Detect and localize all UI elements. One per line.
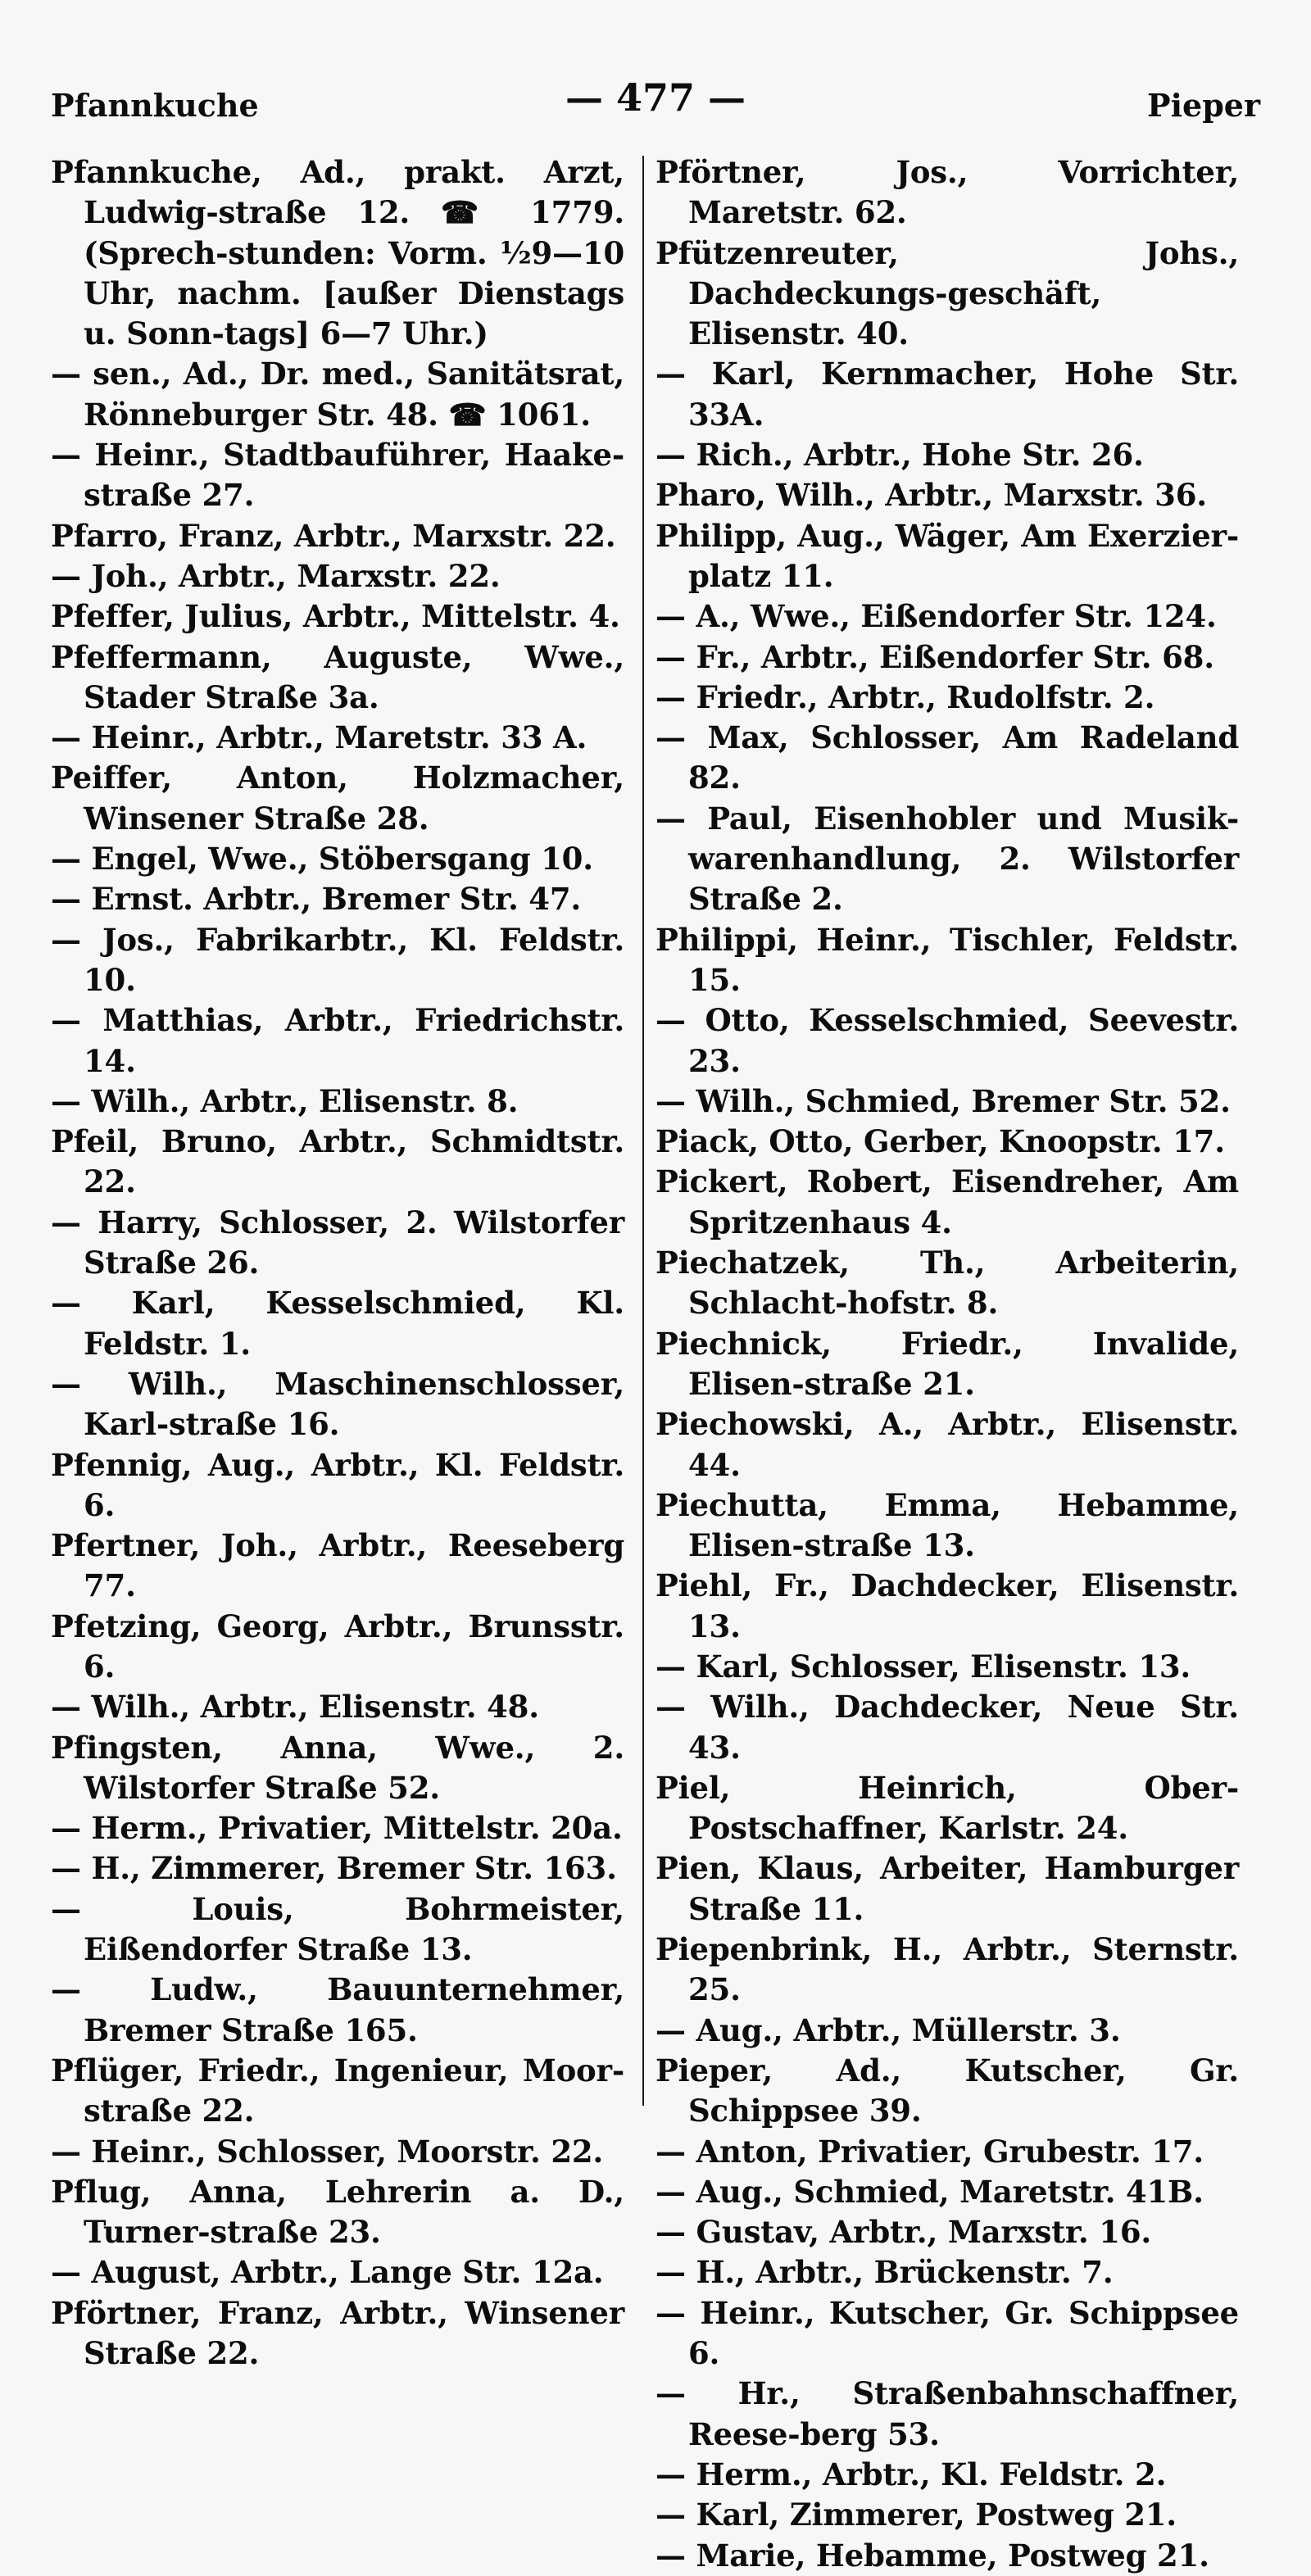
left-column — [51, 152, 624, 2374]
directory-entry: Pfeffer, Julius, Arbtr., Mittelstr. 4. — [51, 598, 620, 635]
directory-entry: Pfannkuche, Ad., prakt. Arzt, Ludwig-straße 12. ☎ 1779. (Sprech-stunden: Vorm. ½9—10 Uhr, nachm. [außer Dienstags u. Sonn-tags] 6—7 Uhr.) — [51, 154, 624, 352]
directory-entry: — Jos., Fabrikarbtr., Kl. Feldstr. 10. — [51, 921, 624, 998]
directory-entry: — Joh., Arbtr., Marxstr. 22. — [51, 557, 501, 594]
directory-entry: — Wilh., Schmied, Bremer Str. 52. — [656, 1082, 1231, 1119]
directory-entry: — Heinr., Arbtr., Maretstr. 33 A. — [51, 719, 587, 756]
directory-entry: Piack, Otto, Gerber, Knoopstr. 17. — [656, 1123, 1225, 1160]
directory-entry: — Aug., Arbtr., Müllerstr. 3. — [656, 2011, 1121, 2048]
directory-entry: — Karl, Schlosser, Elisenstr. 13. — [656, 1648, 1191, 1685]
directory-entry: — Anton, Privatier, Grubestr. 17. — [656, 2133, 1204, 2170]
directory-entry: Peiffer, Anton, Holzmacher, Winsener Straße 28. — [51, 760, 624, 837]
page-number: — 477 — — [565, 75, 746, 120]
directory-entry: — Harry, Schlosser, 2. Wilstorfer Straße 26. — [51, 1204, 624, 1281]
directory-entry: — Karl, Kesselschmied, Kl. Feldstr. 1. — [51, 1285, 624, 1362]
directory-entry: — A., Wwe., Eißendorfer Str. 124. — [656, 598, 1217, 635]
directory-entry: Piehl, Fr., Dachdecker, Elisenstr. 13. — [656, 1567, 1239, 1644]
directory-entry: Pfennig, Aug., Arbtr., Kl. Feldstr. 6. — [51, 1446, 624, 1523]
directory-entry: Pflüger, Friedr., Ingenieur, Moor-straße 22. — [51, 2052, 624, 2129]
directory-entry: Pförtner, Franz, Arbtr., Winsener Straße 22. — [51, 2294, 624, 2372]
directory-entry: Pfetzing, Georg, Arbtr., Brunsstr. 6. — [51, 1608, 624, 1685]
directory-entry: — Wilh., Arbtr., Elisenstr. 48. — [51, 1689, 539, 1726]
directory-entry: — Wilh., Dachdecker, Neue Str. 43. — [656, 1689, 1239, 1766]
directory-entry: — Fr., Arbtr., Eißendorfer Str. 68. — [656, 638, 1214, 675]
directory-entry: Pfingsten, Anna, Wwe., 2. Wilstorfer Straße 52. — [51, 1729, 624, 1806]
directory-entry: — Matthias, Arbtr., Friedrichstr. 14. — [51, 1002, 624, 1079]
directory-entry: — Herm., Privatier, Mittelstr. 20a. — [51, 1810, 623, 1847]
directory-entry: Philippi, Heinr., Tischler, Feldstr. 15. — [656, 921, 1239, 998]
directory-entry: Pickert, Robert, Eisendreher, Am Spritzenhaus 4. — [656, 1163, 1239, 1240]
directory-entry: Pfützenreuter, Johs., Dachdeckungs-geschäft, Elisenstr. 40. — [656, 234, 1239, 352]
directory-entry: — Rich., Arbtr., Hohe Str. 26. — [656, 437, 1144, 474]
directory-entry: — Friedr., Arbtr., Rudolfstr. 2. — [656, 678, 1155, 715]
right-column — [656, 152, 1239, 2576]
directory-entry: — Aug., Schmied, Maretstr. 41B. — [656, 2173, 1204, 2210]
directory-entry: Philipp, Aug., Wäger, Am Exerzier-platz 11. — [656, 517, 1239, 594]
directory-entry: — sen., Ad., Dr. med., Sanitätsrat, Rönneburger Str. 48. ☎ 1061. — [51, 356, 624, 433]
header-right-word: Pieper — [1147, 87, 1260, 124]
directory-entry: — Heinr., Kutscher, Gr. Schippsee 6. — [656, 2294, 1239, 2372]
directory-entry: — Wilh., Arbtr., Elisenstr. 8. — [51, 1082, 519, 1119]
directory-entry: Piechowski, A., Arbtr., Elisenstr. 44. — [656, 1406, 1239, 1483]
directory-entry: — H., Zimmerer, Bremer Str. 163. — [51, 1850, 617, 1887]
directory-entry: Pharo, Wilh., Arbtr., Marxstr. 36. — [656, 477, 1207, 514]
directory-entry: Pfertner, Joh., Arbtr., Reeseberg 77. — [51, 1527, 624, 1604]
directory-entry: Pförtner, Jos., Vorrichter, Maretstr. 62. — [656, 154, 1239, 231]
directory-entry: — Max, Schlosser, Am Radeland 82. — [656, 719, 1239, 796]
directory-entry: Piechatzek, Th., Arbeiterin, Schlacht-hofstr. 8. — [656, 1245, 1239, 1322]
directory-entry: — Karl, Zimmerer, Postweg 21. — [656, 2497, 1177, 2533]
directory-entry: — Heinr., Schlosser, Moorstr. 22. — [51, 2133, 604, 2170]
directory-entry: — Ludw., Bauunternehmer, Bremer Straße 165. — [51, 1971, 624, 2048]
directory-entry: Pfarro, Franz, Arbtr., Marxstr. 22. — [51, 517, 616, 554]
directory-entry: — Otto, Kesselschmied, Seevestr. 23. — [656, 1002, 1239, 1079]
directory-entry: — Gustav, Arbtr., Marxstr. 16. — [656, 2214, 1152, 2251]
column-divider — [642, 156, 644, 2106]
directory-entry: — August, Arbtr., Lange Str. 12a. — [51, 2254, 604, 2291]
directory-entry: Pien, Klaus, Arbeiter, Hamburger Straße 11. — [656, 1850, 1239, 1927]
directory-entry: Piel, Heinrich, Ober-Postschaffner, Karlstr. 24. — [656, 1769, 1239, 1847]
directory-entry: — Hr., Straßenbahnschaffner, Reese-berg 53. — [656, 2375, 1239, 2452]
directory-entry: — Heinr., Stadtbauführer, Haake-straße 27. — [51, 437, 624, 514]
directory-entry: Piechutta, Emma, Hebamme, Elisen-straße 13. — [656, 1486, 1239, 1564]
directory-entry: — Ernst. Arbtr., Bremer Str. 47. — [51, 881, 582, 918]
directory-entry: — H., Arbtr., Brückenstr. 7. — [656, 2254, 1114, 2291]
directory-entry: — Paul, Eisenhobler und Musik-warenhandlung, 2. Wilstorfer Straße 2. — [656, 800, 1239, 918]
directory-entry: — Herm., Arbtr., Kl. Feldstr. 2. — [656, 2456, 1167, 2492]
page-header — [51, 75, 1260, 133]
directory-entry: Pieper, Ad., Kutscher, Gr. Schippsee 39. — [656, 2052, 1239, 2129]
directory-entry: Pfeil, Bruno, Arbtr., Schmidtstr. 22. — [51, 1123, 624, 1200]
directory-entry: Pflug, Anna, Lehrerin a. D., Turner-straße 23. — [51, 2173, 624, 2251]
directory-entry: — Engel, Wwe., Stöbersgang 10. — [51, 841, 593, 878]
directory-entry: — Marie, Hebamme, Postweg 21. — [656, 2537, 1209, 2574]
header-left-word: Pfannkuche — [51, 87, 259, 124]
directory-entry: Pfeffermann, Auguste, Wwe., Stader Straße 3a. — [51, 638, 624, 715]
directory-entry: Piechnick, Friedr., Invalide, Elisen-straße 21. — [656, 1325, 1239, 1402]
directory-entry: — Wilh., Maschinenschlosser, Karl-straße 16. — [51, 1365, 624, 1443]
directory-entry: Piepenbrink, H., Arbtr., Sternstr. 25. — [656, 1931, 1239, 2008]
directory-entry: — Louis, Bohrmeister, Eißendorfer Straße 13. — [51, 1890, 624, 1968]
directory-entry: — Karl, Kernmacher, Hohe Str. 33A. — [656, 356, 1239, 433]
